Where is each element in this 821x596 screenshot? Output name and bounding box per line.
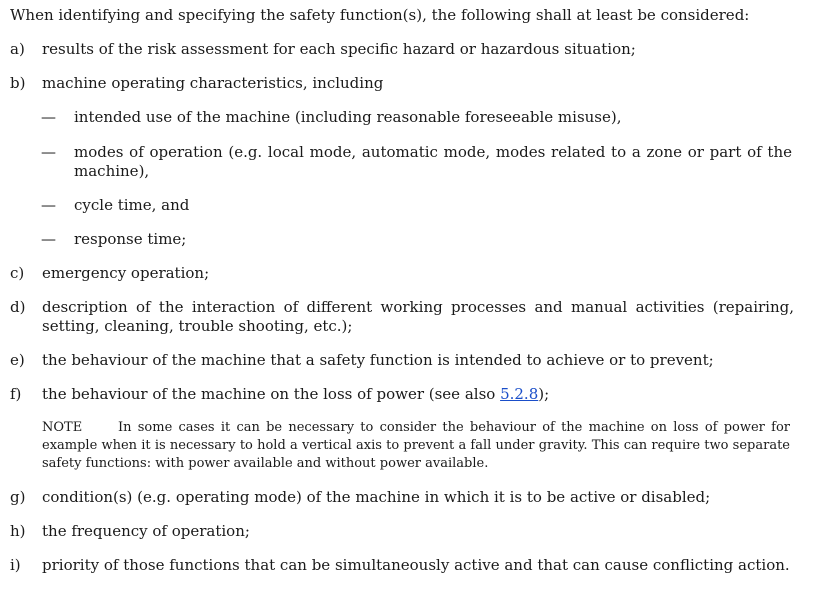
intro-paragraph: When identifying and specifying the safety function(s), the following shall at least be considered: xyxy=(10,6,750,24)
list-item-text-b: machine operating characteristics, including xyxy=(42,74,384,92)
note-block xyxy=(42,419,790,473)
sub-item-text-modes: modes of operation (e.g. local mode, automatic mode, modes related to a zone or part of the machine), xyxy=(74,143,792,180)
sub-item-dash: — xyxy=(41,196,56,214)
list-item-text-h: the frequency of operation; xyxy=(42,522,250,540)
list-item-label-c: c) xyxy=(10,264,25,282)
sub-item-dash: — xyxy=(41,143,56,161)
sub-item-text-cycle-time: cycle time, and xyxy=(74,196,190,214)
list-item-label-i: i) xyxy=(10,556,21,574)
list-item-label-f: f) xyxy=(10,385,22,403)
sub-item-text-response-time: response time; xyxy=(74,230,187,248)
list-item-label-d: d) xyxy=(10,298,26,316)
list-item-text-g: condition(s) (e.g. operating mode) of the machine in which it is to be active or disabled; xyxy=(42,488,711,506)
note-text: In some cases it can be necessary to consider the behaviour of the machine on loss of power for example when it is necessary to hold a vertical axis to prevent a fall under gravity. This can require two separate safety functions: with power available and without power available. xyxy=(42,420,790,471)
list-item-text-f-before: the behaviour of the machine on the loss of power (see also xyxy=(42,385,501,403)
list-item-text-d: description of the interaction of different working processes and manual activities (repairing, setting, cleaning, trouble shooting, etc.); xyxy=(42,298,794,335)
list-item-text-f xyxy=(42,385,794,404)
list-item-label-b: b) xyxy=(10,74,26,92)
sub-item-dash: — xyxy=(41,108,56,126)
clause-reference-link[interactable]: 5.2.8 xyxy=(500,385,539,403)
list-item-text-i: priority of those functions that can be simultaneously active and that can cause conflicting action. xyxy=(42,556,790,574)
note-label: NOTE xyxy=(42,420,83,435)
list-item-text-e: the behaviour of the machine that a safety function is intended to achieve or to prevent; xyxy=(42,351,714,369)
sub-item-text-intended-use: intended use of the machine (including reasonable foreseeable misuse), xyxy=(74,108,622,126)
list-item-text-f-after: ); xyxy=(538,385,550,403)
sub-item-dash: — xyxy=(41,230,56,248)
list-item-label-e: e) xyxy=(10,351,25,369)
list-item-text-c: emergency operation; xyxy=(42,264,210,282)
list-item-label-g: g) xyxy=(10,488,26,506)
list-item-label-a: a) xyxy=(10,40,25,58)
list-item-label-h: h) xyxy=(10,522,26,540)
list-item-text-a: results of the risk assessment for each specific hazard or hazardous situation; xyxy=(42,40,636,58)
